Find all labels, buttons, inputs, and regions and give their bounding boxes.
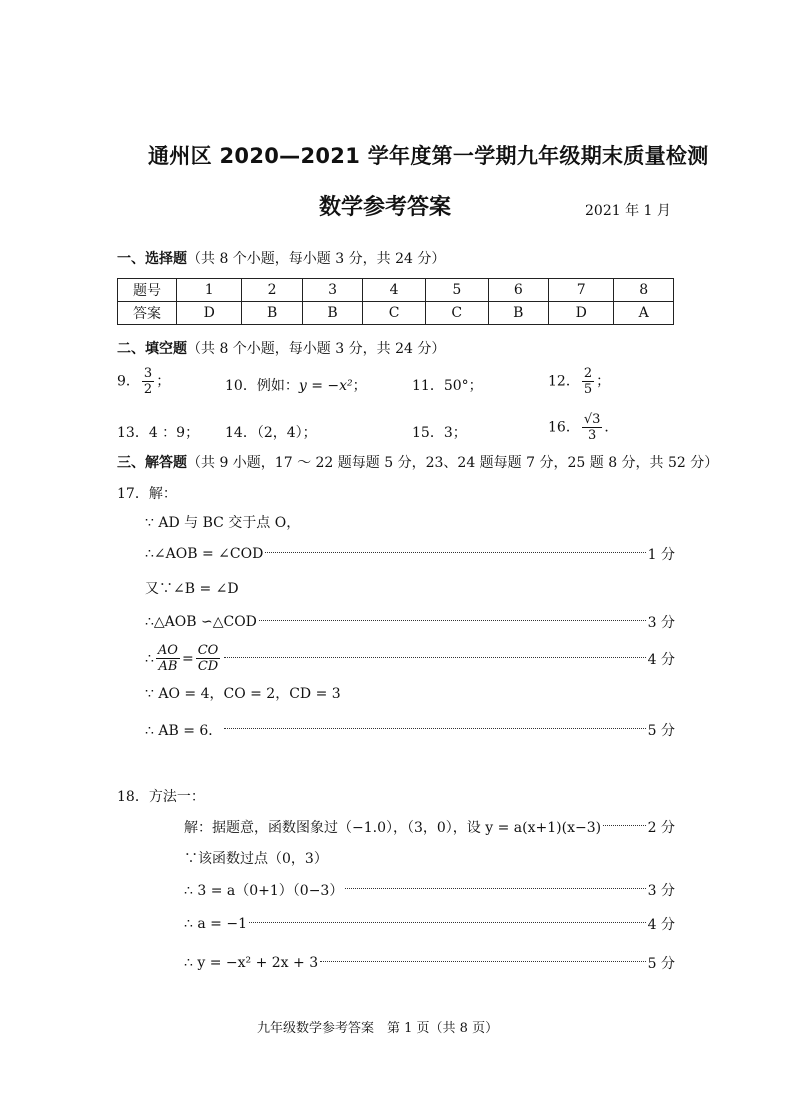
q17-line-2	[145, 544, 675, 564]
q18-line-5-text: ∴ y = −x² + 2x + 3	[184, 955, 319, 971]
leader-dots	[345, 887, 645, 889]
answer-15	[412, 422, 467, 442]
q10-expression: y = −x²	[298, 378, 353, 394]
q17-line-4	[145, 612, 675, 632]
q17-line-7-text: ∴ AB = 6．	[145, 723, 223, 739]
table-cell: B	[302, 302, 362, 325]
q17-f1-denominator: AB	[158, 659, 178, 674]
page-subtitle: 数学参考答案	[319, 195, 452, 220]
table-cell: C	[425, 302, 488, 325]
q17-line-7-score: 5 分	[647, 723, 675, 739]
q12-number: 12．	[548, 373, 580, 390]
q17-line-7	[145, 720, 675, 740]
q12-tail: ；	[596, 373, 611, 390]
section-1-title: 一、选择题	[117, 251, 187, 267]
leader-dots	[224, 656, 645, 658]
q18-line-5-score: 5 分	[647, 956, 675, 972]
q17-line-1: ∵ AD 与 BC 交于点 O，	[145, 515, 301, 531]
answer-14	[225, 422, 317, 442]
table-cell: 6	[488, 279, 548, 302]
table-cell: 1	[177, 279, 242, 302]
q18-line-5	[184, 953, 675, 973]
section-3-title: 三、解答题	[117, 455, 187, 471]
page-title: 通州区 2020—2021 学年度第一学期九年级期末质量检测	[148, 144, 709, 168]
q17-line-5	[145, 643, 675, 674]
q10-tail: ；	[352, 378, 367, 394]
q18-line-1	[184, 817, 675, 837]
answer-12	[548, 366, 610, 397]
table-cell: C	[363, 302, 426, 325]
q17-line-5-prefix: ∴	[145, 650, 154, 667]
q15-value: 3；	[443, 425, 467, 441]
q18-line-4-text: ∴ a = −1	[184, 916, 247, 932]
table-cell: A	[614, 302, 674, 325]
q17-label: 17．解：	[117, 486, 177, 502]
table-row	[118, 279, 674, 302]
q16-numerator: √3	[583, 412, 601, 427]
row-label-numbers: 题号	[118, 279, 177, 302]
leader-dots	[320, 960, 646, 962]
q15-number: 15．	[412, 425, 444, 441]
section-2-title: 二、填空题	[117, 341, 187, 357]
section-2-note: （共 8 个小题，每小题 3 分，共 24 分）	[187, 341, 446, 357]
answer-11	[412, 375, 483, 395]
section-3-note: （共 9 小题，17 ～ 22 题每题 5 分，23、24 题每题 7 分，25 题 8 分，共 52 分）	[187, 455, 719, 471]
q18-line-4	[184, 914, 675, 934]
q17-line-2-score: 1 分	[647, 547, 675, 563]
table-cell: D	[177, 302, 242, 325]
q18-line-2: ∵该函数过点（0，3）	[184, 851, 328, 867]
q18-label: 18．方法一：	[117, 789, 205, 805]
table-cell: 3	[302, 279, 362, 302]
q17-line-4-text: ∴△AOB ∽△COD	[145, 614, 257, 630]
q18-line-3-score: 3 分	[647, 883, 675, 899]
q17-fraction-ao-ab	[156, 643, 180, 674]
q12-numerator: 2	[583, 366, 593, 381]
q12-denominator: 5	[583, 382, 593, 397]
q9-denominator: 2	[143, 382, 153, 397]
q11-value: 50°	[443, 378, 469, 394]
q18-line-1-text: 解：据题意，函数图象过（−1.0），（3，0），设 y = a(x+1)(x−3)	[184, 820, 602, 836]
q18-line-4-score: 4 分	[647, 917, 675, 933]
row-label-answers: 答案	[118, 302, 177, 325]
answer-13	[117, 422, 199, 442]
table-cell: 2	[242, 279, 302, 302]
q17-f1-numerator: AO	[157, 643, 178, 658]
q9-numerator: 3	[143, 366, 153, 381]
table-row	[118, 302, 674, 325]
q17-line-5-equals: =	[181, 650, 194, 667]
exam-date: 2021 年 1 月	[585, 203, 671, 219]
q11-tail: ；	[468, 378, 483, 394]
q16-tail: ．	[604, 419, 619, 436]
q17-line-6: ∵ AO = 4，CO = 2，CD = 3	[145, 686, 341, 702]
q13-number: 13．	[117, 425, 149, 441]
q12-fraction	[582, 366, 594, 397]
leader-dots	[259, 619, 646, 621]
q18-line-1-score: 2 分	[647, 820, 675, 836]
table-cell: 4	[363, 279, 426, 302]
q17-f2-numerator: CO	[197, 643, 219, 658]
q16-number: 16．	[548, 419, 580, 436]
q17-f2-denominator: CD	[197, 659, 219, 674]
answer-10	[225, 375, 367, 395]
table-cell: 5	[425, 279, 488, 302]
q17-line-4-score: 3 分	[647, 615, 675, 631]
q14-number: 14．	[225, 425, 257, 441]
table-cell: B	[242, 302, 302, 325]
section-1-note: （共 8 个小题，每小题 3 分，共 24 分）	[187, 251, 446, 267]
leader-dots	[603, 824, 646, 826]
table-cell: B	[488, 302, 548, 325]
table-cell: 7	[549, 279, 614, 302]
q16-denominator: 3	[587, 428, 597, 443]
leader-dots	[265, 551, 645, 553]
leader-dots	[249, 921, 646, 923]
answer-16	[548, 412, 618, 443]
section-2-heading	[117, 338, 445, 358]
q9-tail: ；	[156, 373, 171, 390]
section-3-heading	[117, 452, 718, 472]
q14-value: （2，4）；	[256, 425, 317, 441]
q18-line-3-text: ∴ 3 = a（0+1）（0−3）	[184, 883, 344, 899]
page-footer: 九年级数学参考答案 第 1 页（共 8 页）	[257, 1021, 499, 1036]
leader-dots	[224, 727, 645, 729]
q13-value: 4 ：9；	[148, 425, 200, 441]
q18-line-3	[184, 880, 675, 900]
q17-line-3: 又∵∠B = ∠D	[145, 581, 239, 597]
table-cell: 8	[614, 279, 674, 302]
answer-table	[117, 278, 674, 325]
q17-line-2-text: ∴∠AOB = ∠COD	[145, 546, 264, 562]
q9-fraction	[142, 366, 154, 397]
q10-number: 10．例如：	[225, 378, 299, 394]
table-cell: D	[549, 302, 614, 325]
section-1-heading	[117, 248, 445, 268]
q9-number: 9．	[117, 373, 140, 390]
q17-fraction-co-cd	[196, 643, 221, 674]
answer-9	[117, 366, 170, 397]
q16-fraction	[582, 412, 603, 443]
q11-number: 11．	[412, 378, 444, 394]
q17-line-5-score: 4 分	[647, 651, 675, 668]
